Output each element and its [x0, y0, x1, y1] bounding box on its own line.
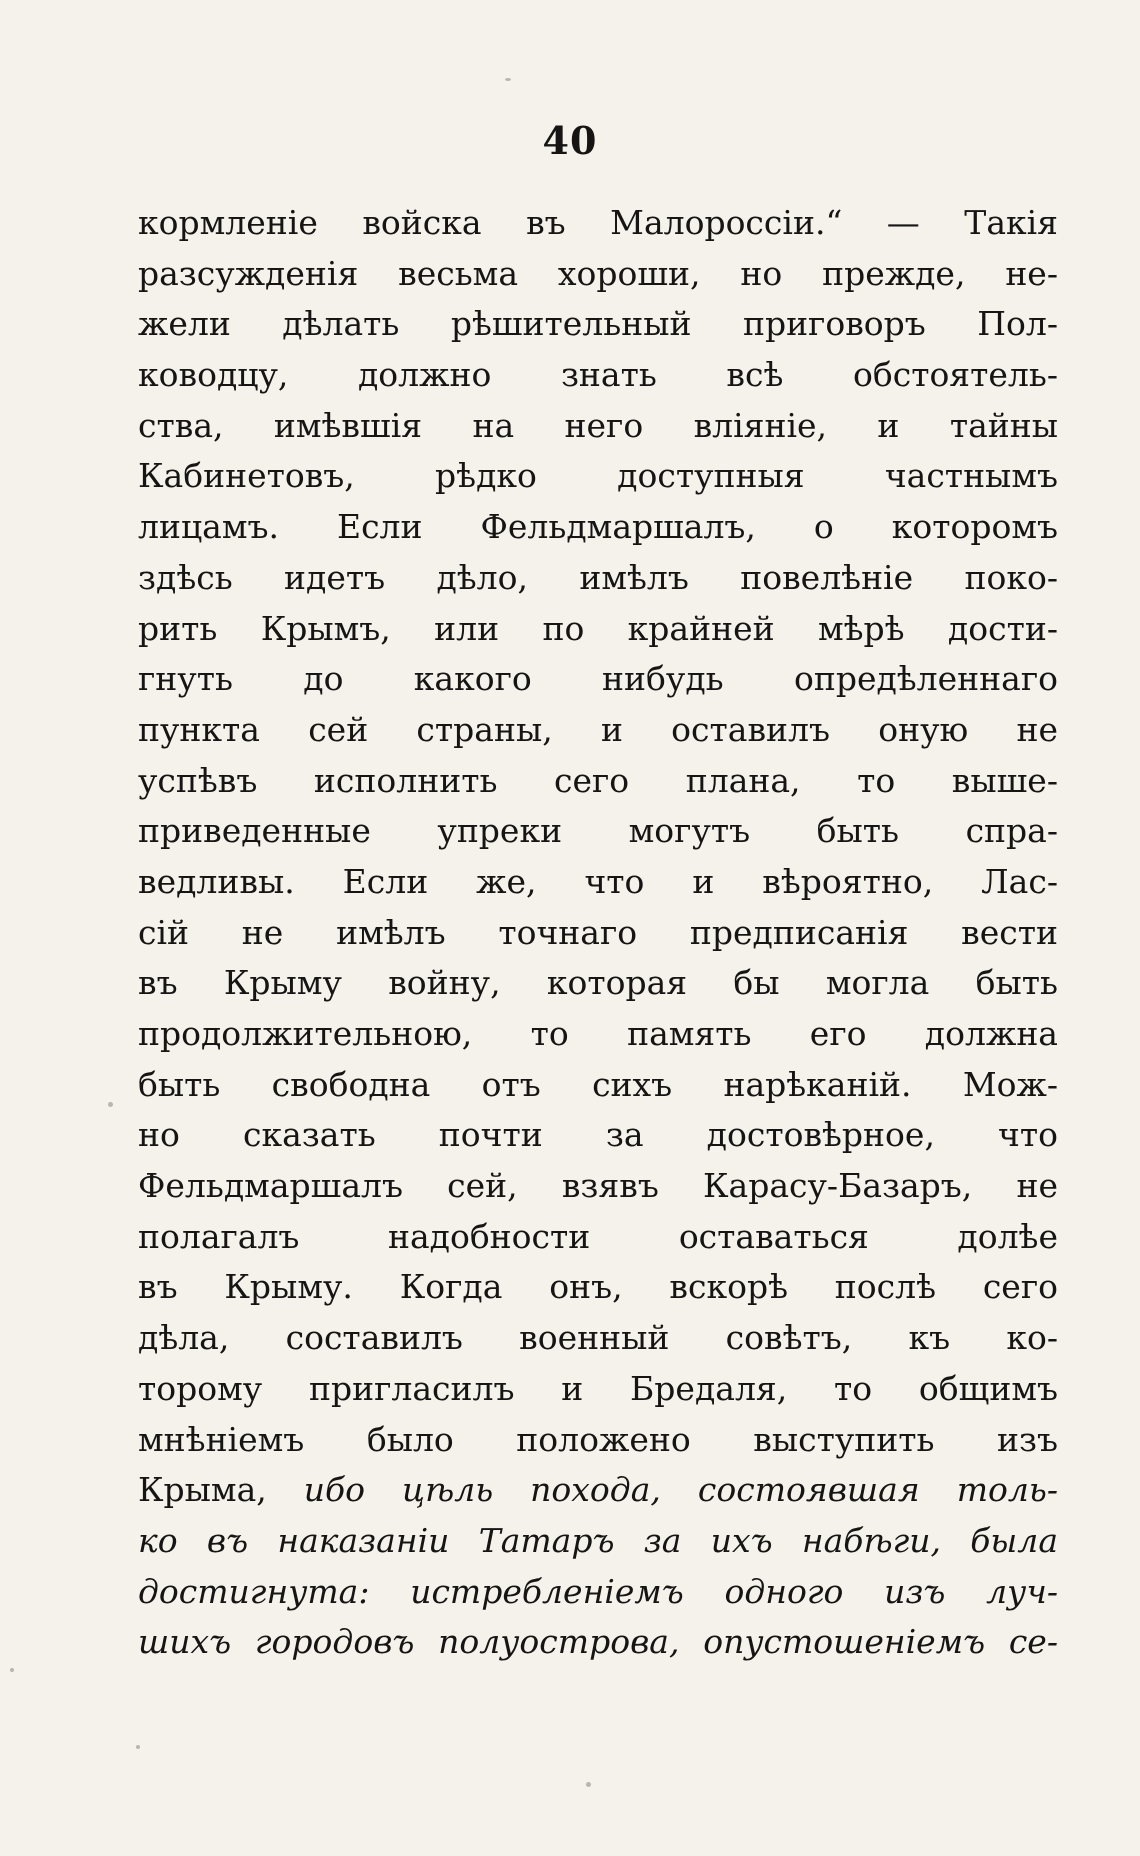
- text-line: быть свободна отъ сихъ нарѣканій. Мож-: [138, 1064, 1058, 1104]
- text-line: но сказать почти за достовѣрное, что: [138, 1115, 1058, 1155]
- text-line: Фельдмаршалъ сей, взявъ Карасу-Базаръ, не: [138, 1166, 1058, 1206]
- text-line: въ Крыму войну, которая бы могла быть: [138, 963, 1058, 1003]
- text-line: сій не имѣлъ точнаго предписанія вести: [138, 912, 1058, 952]
- text-line: рить Крымъ, или по крайней мѣрѣ дости-: [138, 608, 1058, 648]
- text-segment-normal: Крыма,: [138, 1470, 304, 1510]
- text-line: дѣла, составилъ военный совѣтъ, къ ко-: [138, 1318, 1058, 1358]
- text-line: приведенные упреки могутъ быть спра-: [138, 811, 1058, 851]
- text-line-italic: достигнута: истребленіемъ одного изъ луч-: [138, 1571, 1058, 1611]
- text-line: мнѣніемъ было положено выступить изъ: [138, 1419, 1058, 1459]
- text-line: ведливы. Если же, что и вѣроятно, Лас-: [138, 861, 1058, 901]
- text-line: кормленіе войска въ Малороссіи.“ — Такія: [138, 203, 1058, 242]
- text-line: въ Крыму. Когда онъ, вскорѣ послѣ сего: [138, 1267, 1058, 1307]
- paper-speck: [136, 1745, 140, 1749]
- text-segment-italic: ибо цѣль похода, состоявшая толь-: [303, 1470, 1058, 1510]
- text-line: Кабинетовъ, рѣдко доступныя частнымъ: [138, 456, 1058, 496]
- text-line: ководцу, должно знать всѣ обстоятель-: [138, 355, 1058, 395]
- paper-speck: [10, 1668, 14, 1672]
- text-line: полагалъ надобности оставаться долѣе: [138, 1216, 1058, 1256]
- text-line: успѣвъ исполнить сего плана, то выше-: [138, 760, 1058, 800]
- text-line: ства, имѣвшія на него вліяніе, и тайны: [138, 405, 1058, 445]
- text-line: торому пригласилъ и Бредаля, то общимъ: [138, 1368, 1058, 1408]
- text-line: гнуть до какого нибудь опредѣленнаго: [138, 659, 1058, 699]
- page-number: 40: [542, 118, 598, 163]
- text-line-italic: шихъ городовъ полуострова, опустошеніемъ се-: [138, 1622, 1058, 1662]
- paper-speck: [586, 1782, 591, 1787]
- body-text: [138, 198, 1058, 1668]
- paper-speck: [108, 1102, 113, 1107]
- text-line: продолжительною, то память его должна: [138, 1014, 1058, 1053]
- text-line: жели дѣлать рѣшительный приговоръ Пол-: [138, 304, 1058, 344]
- text-line: здѣсь идетъ дѣло, имѣлъ повелѣніе поко-: [138, 557, 1058, 597]
- text-line: пункта сей страны, и оставилъ оную не: [138, 709, 1058, 749]
- text-line: разсужденія весьма хороши, но прежде, не-: [138, 253, 1058, 293]
- text-line-mixed: [138, 1465, 1058, 1516]
- text-line-italic: ко въ наказаніи Татаръ за ихъ набѣги, была: [138, 1520, 1058, 1560]
- paper-speck: [505, 78, 511, 81]
- text-line: лицамъ. Если Фельдмаршалъ, о которомъ: [138, 507, 1058, 547]
